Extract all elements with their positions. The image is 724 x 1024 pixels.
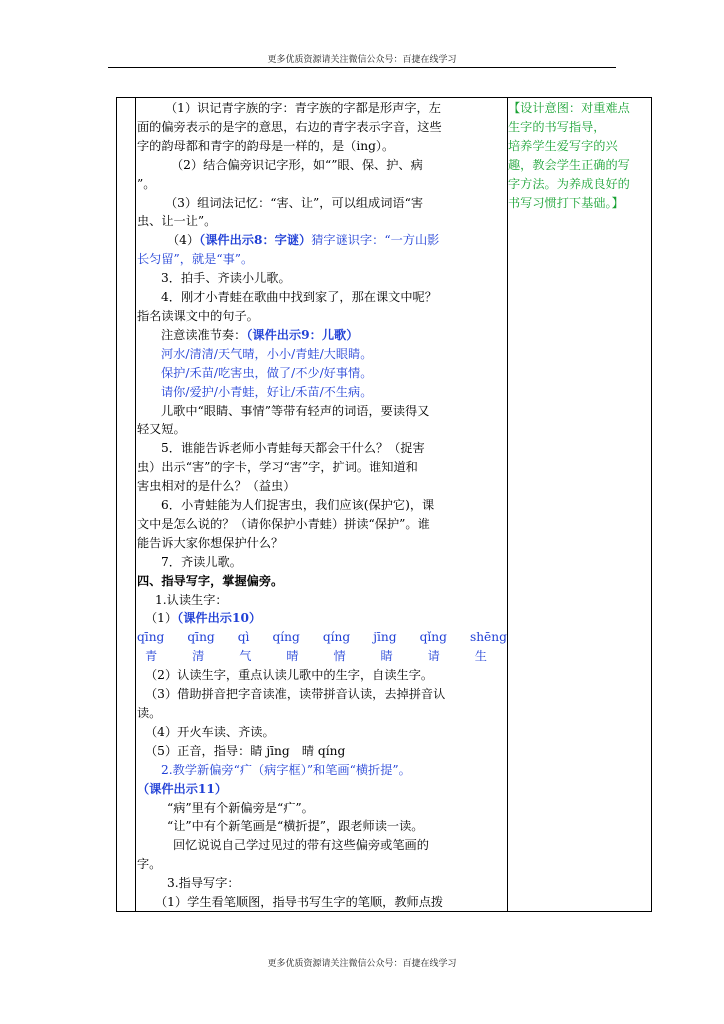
note-line-6: 书写习惯打下基础。】 xyxy=(508,195,624,210)
pinyin-2: qīng xyxy=(187,630,215,645)
pinyin-1: qīng xyxy=(137,630,165,645)
paragraph-1-line-3: 字的韵母都和青字的韵母是一样的，是（ing）。 xyxy=(137,138,395,153)
courseware-9-label: （课件出示9：儿歌） xyxy=(246,327,359,342)
paragraph-3-line-1: （3）组词法记忆：“害、让”，可以组成词语“害 xyxy=(165,195,424,210)
note-line-3: 培养学生爱写字的兴 xyxy=(508,138,618,153)
poem-line-1: 河水/清清/天气晴，小小/青蛙/大眼睛。 xyxy=(161,346,373,361)
step-2-line-4: 字。 xyxy=(137,857,162,872)
note-line-1: 【设计意图：对重难点 xyxy=(508,101,630,115)
pinyin-row xyxy=(137,628,507,647)
step-1-sub-1-number: （1） xyxy=(145,611,178,626)
pinyin-7: qǐng xyxy=(419,630,447,645)
riddle-text: 猜字谜识字：“一方山影 xyxy=(311,233,440,248)
step-1-sub-3-line-2: 读。 xyxy=(137,706,162,720)
paragraph-4-number: （4） xyxy=(167,233,200,248)
paragraph-11: 7．齐读儿歌。 xyxy=(161,554,242,569)
step-1-sub-4: （4）开火车读、齐读。 xyxy=(145,724,275,739)
paragraph-3-line-2: 虫、让一让”。 xyxy=(137,214,217,229)
char-1: 青 xyxy=(145,649,158,664)
char-4: 晴 xyxy=(286,649,299,664)
paragraph-6-line-2: 指名读课文中的句子。 xyxy=(137,308,259,323)
courseware-11-label: （课件出示11） xyxy=(137,781,228,796)
char-5: 情 xyxy=(333,649,346,664)
table-col-divider-1 xyxy=(135,97,136,912)
step-3-title: 3.指导写字： xyxy=(167,876,240,891)
step-2-title: 2.教学新偏旁“疒（病字框）”和笔画“横折提”。 xyxy=(161,762,411,777)
page-footer: 更多优质资源请关注微信公众号：百捷在线学习 xyxy=(267,959,457,969)
poem-line-3: 请你/爱护/小青蛙，好让/禾苗/不生病。 xyxy=(161,384,373,399)
pinyin-4: qíng xyxy=(272,630,300,645)
paragraph-9-line-1: 5．谁能告诉老师小青蛙每天都会干什么？（捉害 xyxy=(161,441,425,456)
step-1-sub-5: （5）正音，指导：睛 jīng 晴 qíng xyxy=(145,743,346,758)
note-line-2: 生字的书写指导， xyxy=(508,119,606,134)
character-row xyxy=(137,647,507,666)
step-2-line-3: 回忆说说自己学过见过的带有这些偏旁或笔画的 xyxy=(173,838,429,853)
courseware-10-label: （课件出示10） xyxy=(177,611,262,626)
step-2-line-1: “病”里有个新偏旁是“疒”。 xyxy=(167,800,314,815)
step-1-title: 1.认读生字： xyxy=(155,592,228,607)
paragraph-6-line-1: 4．刚才小青蛙在歌曲中找到家了，那在课文中呢？ xyxy=(161,290,437,305)
paragraph-5: 3．拍手、齐读小儿歌。 xyxy=(161,271,291,286)
header-rule xyxy=(108,67,616,68)
char-7: 请 xyxy=(427,649,440,664)
step-1-sub-1 xyxy=(137,609,507,628)
step-1-sub-3-line-1: （3）借助拼音把字音读准，读带拼音认读，去掉拼音认 xyxy=(145,687,446,702)
char-2: 清 xyxy=(192,649,205,664)
paragraph-2-line-2: ”。 xyxy=(137,176,156,191)
table-top-border xyxy=(116,97,652,98)
pinyin-6: jīng xyxy=(373,630,397,645)
page-header: 更多优质资源请关注微信公众号：百捷在线学习 xyxy=(267,55,457,65)
char-3: 气 xyxy=(239,649,252,664)
pinyin-5: qíng xyxy=(322,630,351,645)
note-line-4: 趣，教会学生正确的写 xyxy=(508,157,630,172)
pinyin-3: qì xyxy=(237,630,250,645)
paragraph-10-line-1: 6．小青蛙能为人们捉害虫，我们应该(保护它)，课 xyxy=(161,498,435,513)
step-3-sub-1: （1）学生看笔顺图，指导书写生字的笔顺，教师点拨 xyxy=(155,895,444,910)
note-line-5: 字方法。为养成良好的 xyxy=(508,176,630,191)
table-right-border xyxy=(651,97,652,912)
paragraph-8-line-1: 儿歌中“眼睛、事情”等带有轻声的词语，要读得又 xyxy=(161,403,430,418)
pinyin-8: shēng xyxy=(469,630,507,645)
paragraph-1-line-1: （1）识记青字族的字：青字族的字都是形声字，左 xyxy=(165,101,441,115)
design-intent-note xyxy=(508,99,652,212)
rhythm-note: 注意读准节奏： xyxy=(161,327,247,342)
poem-line-2: 保护/禾苗/吃害虫，做了/不少/好事情。 xyxy=(161,365,373,380)
paragraph-9-line-2: 虫）出示“害”的字卡，学习“害”字，扩词。谁知道和 xyxy=(137,460,418,475)
paragraph-7 xyxy=(137,326,507,345)
step-2-line-2: “让”中有个新笔画是“横折提”，跟老师读一读。 xyxy=(167,819,424,834)
courseware-8-label: （课件出示8：字谜） xyxy=(199,233,312,248)
paragraph-4-line-1 xyxy=(137,231,507,250)
step-1-sub-2: （2）认读生字，重点认读儿歌中的生字，自读生字。 xyxy=(145,668,434,683)
paragraph-2-line-1: （2）结合偏旁识记字形，如“”眼、保、护、病 xyxy=(171,157,423,172)
char-6: 睛 xyxy=(380,649,393,664)
table-left-border xyxy=(116,97,117,912)
paragraph-9-line-3: 害虫相对的是什么？（益虫） xyxy=(137,479,296,494)
paragraph-1-line-2: 面的偏旁表示的是字的意思，右边的青字表示字音，这些 xyxy=(137,119,442,134)
section-heading-4: 四、指导写字，掌握偏旁。 xyxy=(137,573,284,588)
paragraph-10-line-3: 能告诉大家你想保护什么？ xyxy=(137,535,284,550)
lesson-content xyxy=(137,99,507,912)
paragraph-4-line-2: 长匀留”，就是“事”。 xyxy=(137,252,254,267)
paragraph-8-line-2: 轻又短。 xyxy=(137,422,186,437)
char-8: 生 xyxy=(474,649,487,664)
table-col-divider-2 xyxy=(507,97,508,912)
paragraph-10-line-2: 文中是怎么说的？（请你保护小青蛙）拼读“保护”。谁 xyxy=(137,516,430,531)
